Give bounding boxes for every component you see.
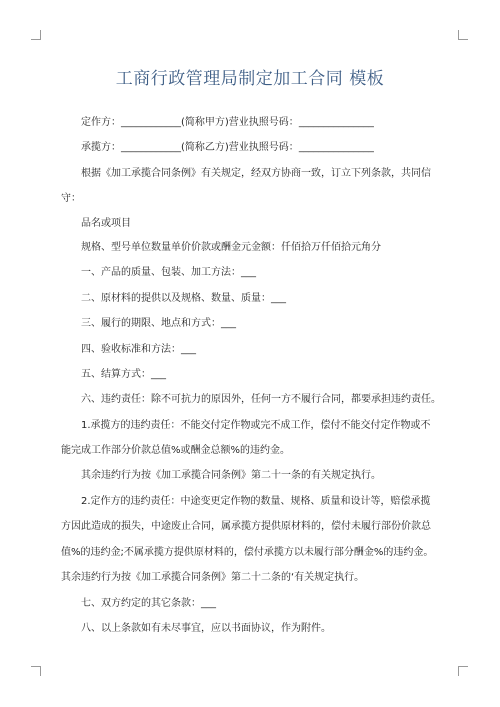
party-a-label: 定作方： — [81, 117, 121, 128]
clause-1: 一、产品的质量、包装、加工方法：___ — [81, 267, 256, 278]
clause-6-1-line-2: 能完成工作部分价款总值%或酬金总额%的违约金。 — [61, 445, 291, 456]
party-a-name-blank: ____________ — [121, 117, 181, 128]
clause-6-2-line-1: 2.定作方的违约责任：中途变更定作物的数量、规格、质量和设计等，赔偿承揽 — [81, 496, 431, 507]
party-b-label: 承揽方： — [81, 142, 121, 153]
clause-6: 六、违约责任：除不可抗力的原因外，任何一方不履行合同，都要承担违约责任。 — [81, 394, 441, 405]
party-a-license-blank: _______________ — [298, 117, 374, 128]
crop-mark-top-left — [31, 30, 41, 40]
clause-6-2-line-3: 值%的违约金;不属承揽方提供原材料的，偿付承揽方以未履行部分酬金%的违约金。 — [61, 547, 434, 558]
intro-line-1: 根据《加工承揽合同条例》有关规定，经双方协商一致，订立下列条款，共同信 — [81, 168, 431, 179]
clause-3: 三、履行的期限、地点和方式：___ — [81, 318, 236, 329]
clause-5: 五、结算方式：___ — [81, 369, 166, 380]
party-b-license-blank: _______________ — [298, 142, 374, 153]
crop-mark-bottom-left — [31, 666, 41, 676]
party-b-license-label: (简称乙方)营业执照号码： — [181, 142, 299, 153]
party-a-line — [81, 116, 374, 130]
party-b-name-blank: ____________ — [121, 142, 181, 153]
party-b-line — [81, 141, 374, 155]
clause-6-1-line-3: 其余违约行为按《加工承揽合同条例》第二十一条的有关规定执行。 — [81, 470, 381, 481]
clause-7: 七、双方约定的其它条款：___ — [81, 598, 216, 609]
clause-6-2-line-4: 其余违约行为按《加工承揽合同条例》第二十二条的‘有关规定执行。 — [61, 572, 365, 583]
clause-2: 二、原材料的提供以及规格、数量、质量：___ — [81, 293, 286, 304]
crop-mark-top-right — [458, 30, 468, 40]
party-a-license-label: (简称甲方)营业执照号码： — [181, 117, 299, 128]
item-name: 品名或项目 — [81, 218, 131, 229]
document-title: 工商行政管理局制定加工合同 模板 — [115, 69, 385, 89]
clause-6-1-line-1: 1.承揽方的违约责任：不能交付定作物或完不成工作，偿付不能交付定作物或不 — [81, 420, 431, 431]
crop-mark-bottom-right — [458, 666, 468, 676]
spec-line: 规格、型号单位数量单价价款或酬金元金额：仟佰拾万仟佰拾元角分 — [81, 242, 381, 253]
clause-8: 八、以上条款如有未尽事宜，应以书面协议，作为附件。 — [81, 623, 331, 634]
clause-6-2-line-2: 方因此造成的损失，中途废止合同，属承揽方提供原材料的，偿付未履行部份价款总 — [61, 521, 431, 532]
clause-4: 四、验收标准和方法：___ — [81, 344, 196, 355]
intro-line-2: 守： — [61, 193, 81, 204]
